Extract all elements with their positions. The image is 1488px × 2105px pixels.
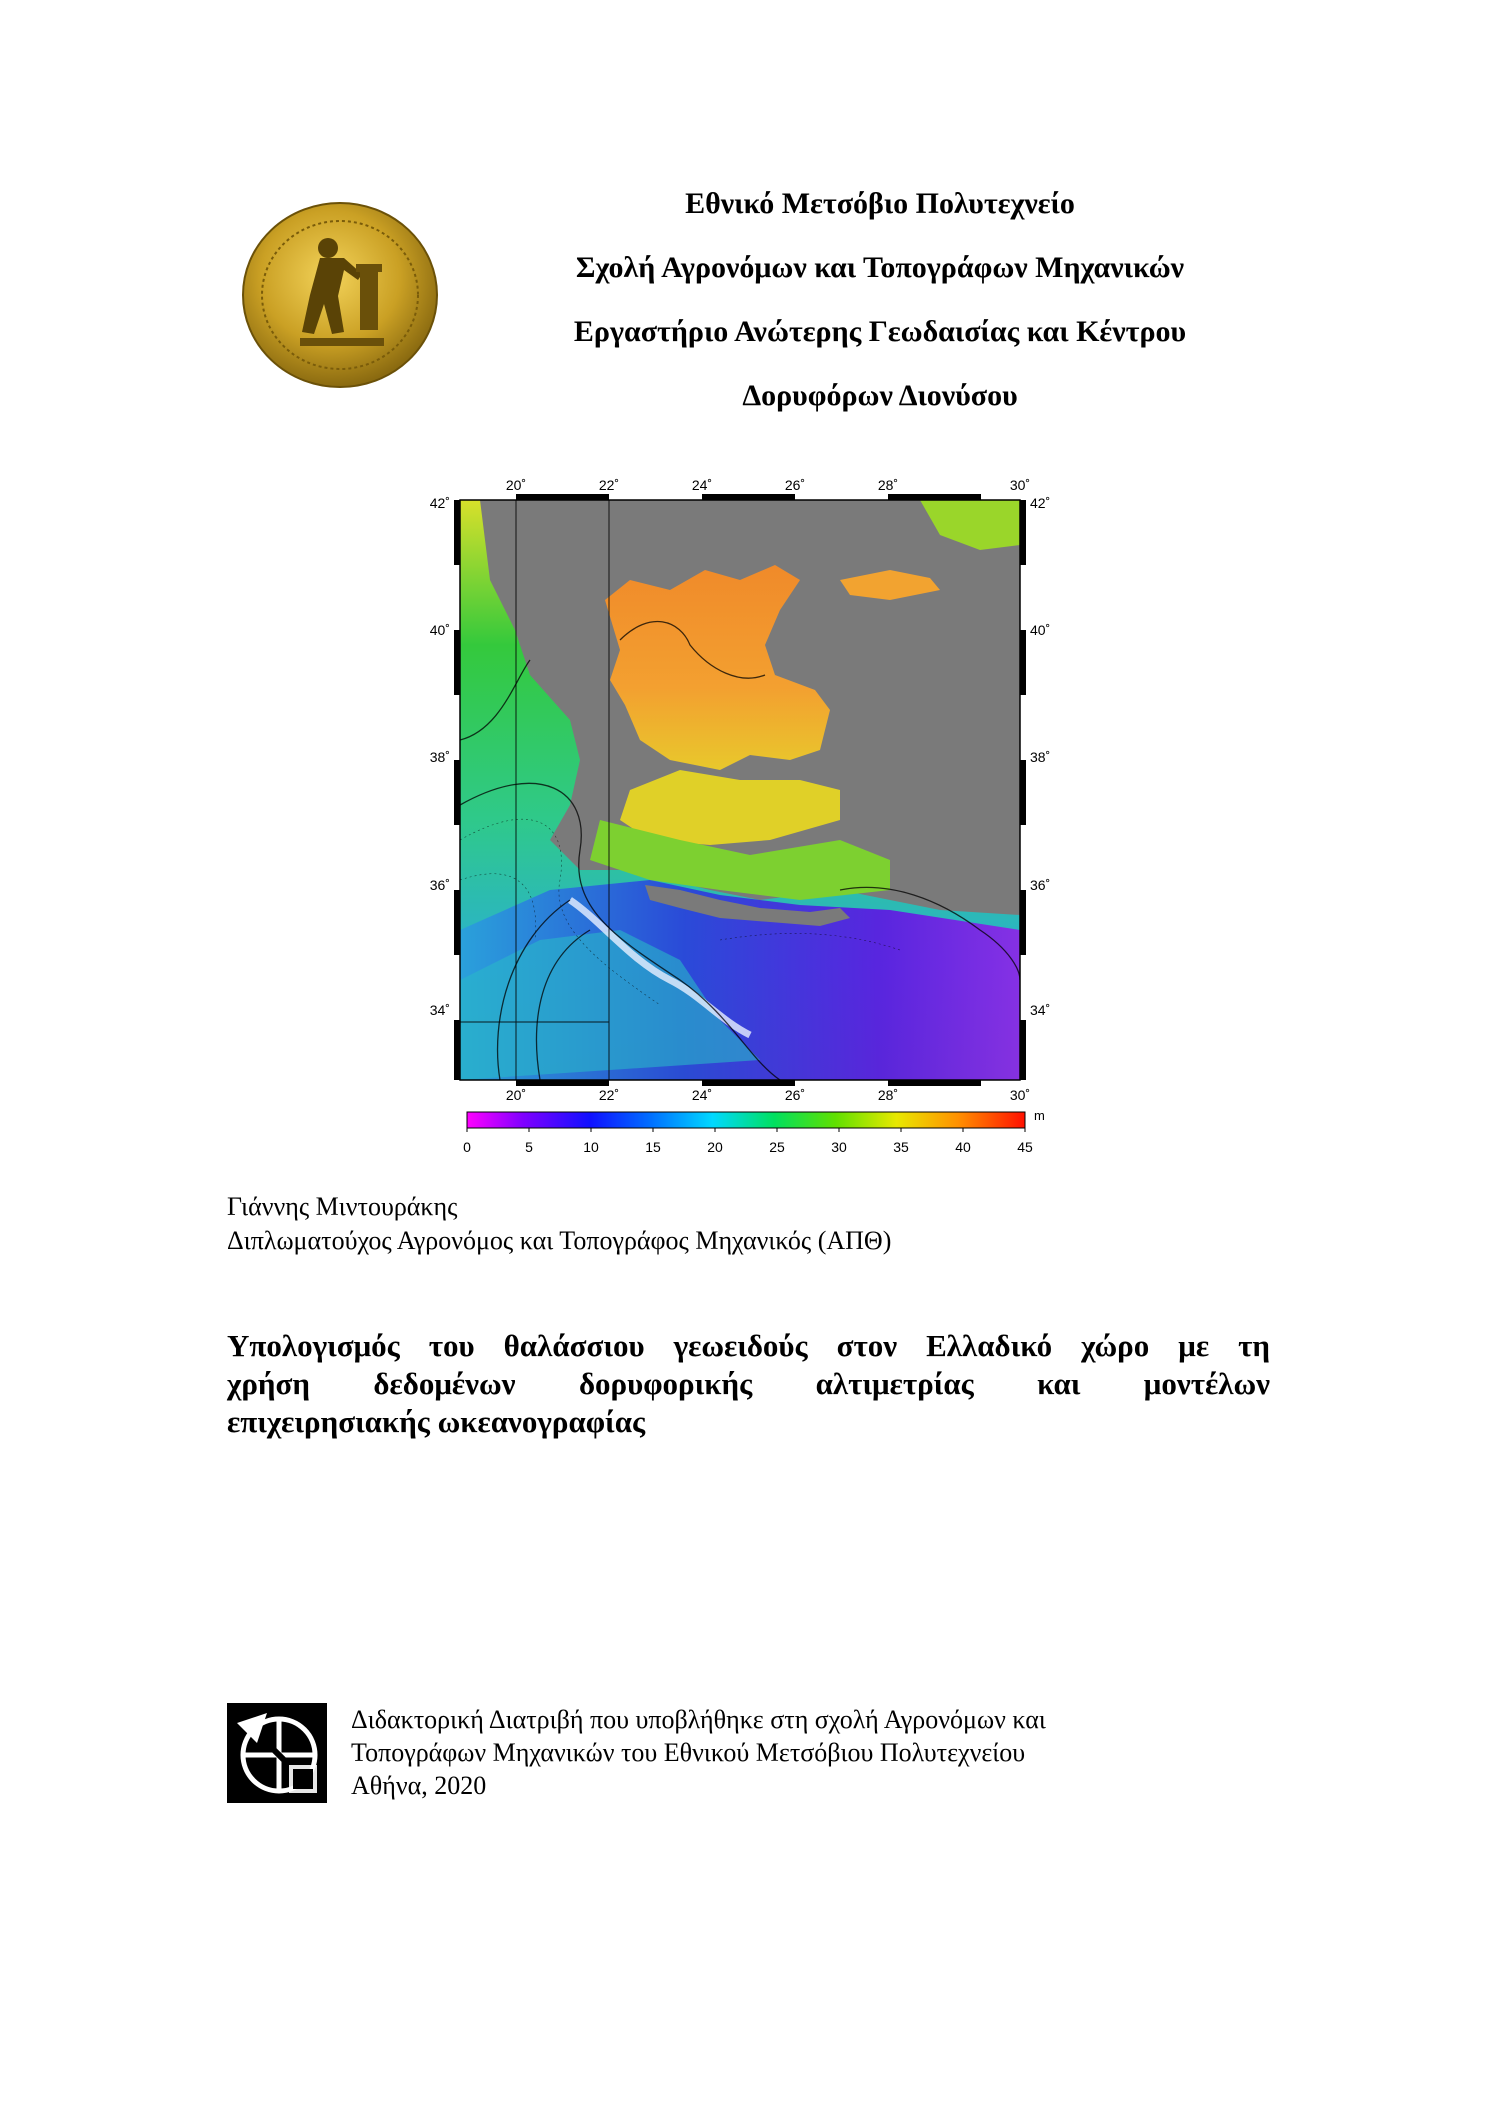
lon-label-top: 28˚ bbox=[877, 477, 899, 493]
colorbar-unit: m bbox=[1034, 1108, 1045, 1123]
header-line-school: Σχολή Αγρονόμων και Τοπογράφων Μηχανικών bbox=[575, 251, 1185, 284]
lat-label-right: 38˚ bbox=[1030, 749, 1051, 765]
footer-line: Αθήνα, 2020 bbox=[351, 1771, 487, 1800]
lon-label-top: 30˚ bbox=[1009, 477, 1031, 493]
author-degree: Διπλωματούχος Αγρονόμος και Τοπογράφος Μηχανικός (ΑΠΘ) bbox=[227, 1226, 892, 1255]
lat-label-left: 36˚ bbox=[429, 877, 450, 893]
thesis-title bbox=[227, 1327, 1270, 1441]
lat-label-right: 34˚ bbox=[1030, 1002, 1051, 1018]
header-line-lab-cont: Δορυφόρων Διονύσου bbox=[742, 379, 1018, 412]
lat-label-right: 36˚ bbox=[1030, 877, 1051, 893]
lat-label-left: 42˚ bbox=[429, 495, 450, 511]
lon-label-top: 20˚ bbox=[505, 477, 527, 493]
lon-label-bottom: 20˚ bbox=[505, 1087, 527, 1103]
lon-label-top: 22˚ bbox=[598, 477, 620, 493]
title-line: επιχειρησιακής ωκεανογραφίας bbox=[227, 1404, 646, 1439]
colorbar-tick-label: 0 bbox=[463, 1139, 471, 1155]
colorbar-tick-label: 40 bbox=[955, 1139, 971, 1155]
lon-label-bottom: 22˚ bbox=[598, 1087, 620, 1103]
footer-line: Τοπογράφων Μηχανικών του Εθνικού Μετσόβιου Πολυτεχνείου bbox=[351, 1738, 1026, 1767]
university-logo-icon bbox=[227, 1703, 327, 1803]
colorbar-ticks bbox=[463, 1128, 1033, 1155]
lon-label-top: 26˚ bbox=[784, 477, 806, 493]
colorbar bbox=[467, 1112, 1025, 1128]
lon-label-bottom: 28˚ bbox=[877, 1087, 899, 1103]
title-line: χρήση δεδομένων δορυφορικής αλτιμετρίας και μοντέλων bbox=[227, 1366, 1270, 1401]
lat-label-left: 40˚ bbox=[429, 622, 450, 638]
lat-label-right: 40˚ bbox=[1030, 622, 1051, 638]
geoid-map bbox=[420, 460, 1060, 1160]
submission-note bbox=[351, 1703, 1046, 1802]
colorbar-tick-label: 15 bbox=[645, 1139, 661, 1155]
header-line-lab: Εργαστήριο Ανώτερης Γεωδαισίας και Κέντρου bbox=[573, 315, 1187, 348]
colorbar-tick-label: 30 bbox=[831, 1139, 847, 1155]
lon-label-bottom: 30˚ bbox=[1009, 1087, 1031, 1103]
lon-label-top: 24˚ bbox=[691, 477, 713, 493]
lon-label-bottom: 26˚ bbox=[784, 1087, 806, 1103]
header-line-university: Εθνικό Μετσόβιο Πολυτεχνείο bbox=[685, 187, 1075, 220]
university-seal-icon bbox=[240, 200, 440, 390]
institution-header bbox=[470, 180, 1290, 436]
colorbar-tick-label: 5 bbox=[525, 1139, 533, 1155]
lat-label-right: 42˚ bbox=[1030, 495, 1051, 511]
lat-label-left: 38˚ bbox=[429, 749, 450, 765]
colorbar-tick-label: 25 bbox=[769, 1139, 785, 1155]
author-block bbox=[227, 1190, 891, 1258]
colorbar-tick-label: 10 bbox=[583, 1139, 599, 1155]
colorbar-tick-label: 45 bbox=[1017, 1139, 1033, 1155]
footer-line: Διδακτορική Διατριβή που υποβλήθηκε στη σχολή Αγρονόμων και bbox=[351, 1705, 1046, 1734]
title-line: Υπολογισμός του θαλάσσιου γεωειδούς στον Ελλαδικό χώρο με τη bbox=[227, 1328, 1270, 1363]
map-raster bbox=[460, 500, 1020, 1080]
colorbar-tick-label: 20 bbox=[707, 1139, 723, 1155]
lon-label-bottom: 24˚ bbox=[691, 1087, 713, 1103]
colorbar-tick-label: 35 bbox=[893, 1139, 909, 1155]
author-name: Γιάννης Μιντουράκης bbox=[227, 1192, 458, 1221]
lat-label-left: 34˚ bbox=[429, 1002, 450, 1018]
